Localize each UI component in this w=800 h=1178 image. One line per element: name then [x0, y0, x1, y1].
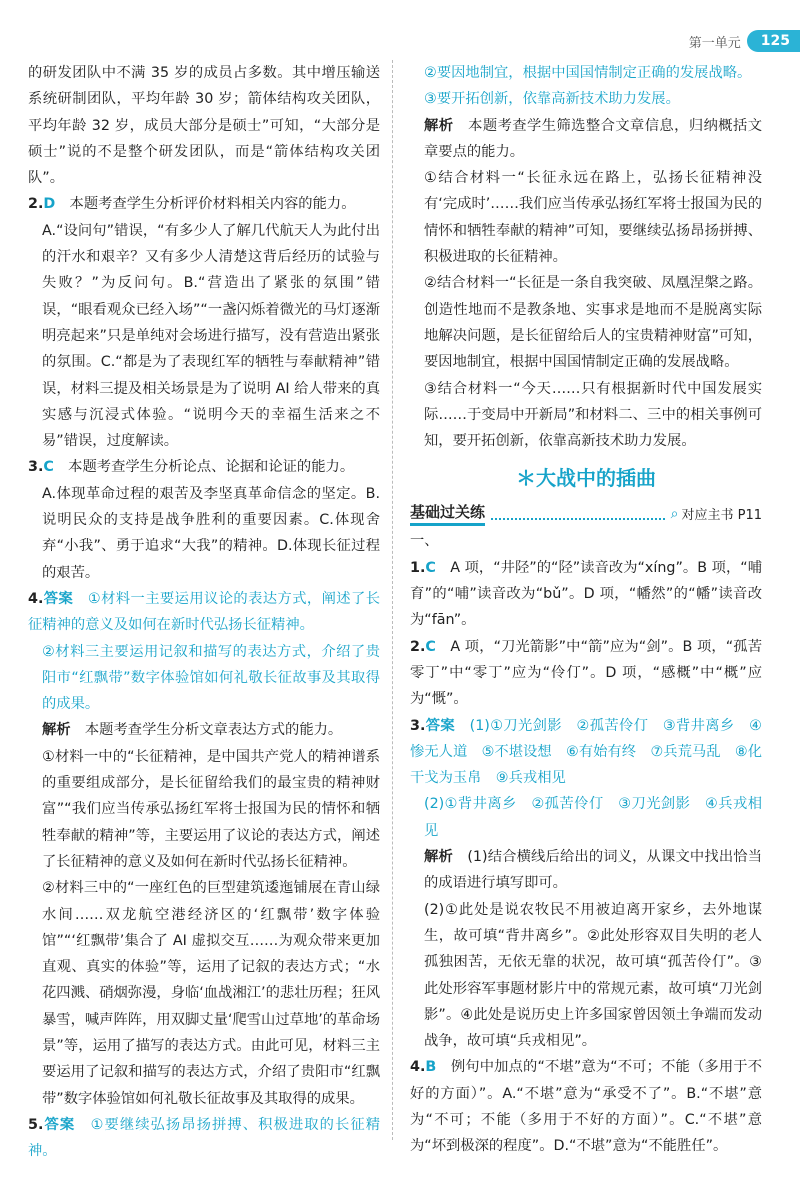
text-paragraph: [410, 113, 762, 166]
body-text: ②材料三中的“一座红色的巨型建筑逶迤铺展在青山绿水间……双龙航空港经济区的‘红飘带’数字体验馆”“‘红飘带’集合了 AI 虚拟交互……为观众带来更加直观、真实的体验”等，运用了记叙的表达方式；“水花四溅、硝烟弥漫，身临‘血战湘江’的悲壮历程；狂风暴雪，喊声阵阵，用双脚丈量‘爬雪山过草地’的革命场景”等，运用了描写的表达方式。由此可见，材料三主要运用了记叙和描写的表达方式，介绍了贵阳市“红飘带”数字体验馆如何礼敬长征故事及其取得的成果。: [42, 880, 380, 1107]
answer-label: 答案: [43, 1116, 76, 1133]
text-paragraph: [410, 1054, 762, 1159]
text-paragraph: [28, 481, 380, 586]
column-divider: [392, 60, 393, 1140]
question-number: 3.: [28, 459, 44, 476]
exercise-bar: [410, 501, 762, 526]
text-paragraph: [410, 791, 762, 844]
body-text: 的研发团队中不满 35 岁的成员占多数。其中增压输送系统研制团队，平均年龄 30 岁；箭体结构攻关团队，平均年龄 32 岁，成员大部分是硕士”可知，“大部分是硕士”说的不是整个研发团队，而是“箭体结构攻关团队”。: [28, 65, 380, 187]
body-text: ①材料一中的“长征精神，是中国共产党人的精神谱系的重要组成部分，是长征留给我们的最宝贵的精神财富”“我们应当传承弘扬红军将士报国为民的情怀和牺牲奉献的精神”等，主要运用了议论的表达方式，阐述了长征精神的意义及如何在新时代弘扬长征精神。: [42, 748, 380, 870]
text-paragraph: [410, 86, 762, 112]
text-paragraph: [28, 218, 380, 455]
answer-letter: B: [425, 1059, 437, 1076]
answer-text: (2)①背井离乡 ②孤苦伶仃 ③刀光剑影 ④兵戎相见: [424, 796, 762, 839]
question-number: 2.: [410, 638, 426, 655]
body-text: ②结合材料一“长征是一条自我突破、凤凰涅槃之路。创造性地而不是教条地、实事求是地而不是脱离实际地解决问题，是长征留给后人的宝贵精神财富”可知，要因地制宜，根据中国国情制定正确的发展战略。: [424, 275, 762, 371]
answer-letter: C: [43, 459, 54, 476]
answer-text: (1)①刀光剑影 ②孤苦伶仃 ③背井离乡 ④惨无人道 ⑤不堪设想 ⑥有始有终 ⑦兵荒马乱 ⑧化干戈为玉帛 ⑨兵戎相见: [410, 717, 762, 787]
left-column: [28, 60, 380, 1164]
body-text: A 项，“刀光箭影”中“箭”应为“剑”。B 项，“孤苦零丁”中“零丁”应为“伶仃”。D 项，“感概”中“概”应为“慨”。: [410, 638, 762, 708]
text-paragraph: [410, 165, 762, 270]
body-text: ③结合材料一“今天……只有根据新时代中国发展实际……于变局中开新局”和材料二、三中的相关事例可知，要开拓创新，依靠高新技术助力发展。: [424, 380, 762, 450]
answer-letter: C: [425, 638, 436, 655]
text-paragraph: [28, 717, 380, 743]
right-column: [410, 60, 762, 1160]
section-title: ＊大战中的插曲: [516, 466, 656, 491]
body-text: 本题考查学生分析文章表达方式的能力。: [70, 722, 343, 739]
body-text: (2)①此处是说农牧民不用被迫离开家乡，去外地谋生，故可填“背井离乡”。②此处形容双目失明的老人孤独困苦，无依无靠的状况，故可填“孤苦伶仃”。③此处形容军事题材影片中的常规元素，故可填“刀光剑影”。④此处是说历史上许多国家曾因领土争端而发动战争，故可填“兵戎相见”。: [424, 901, 762, 1050]
answer-text: ①要继续弘扬昂扬拼搏、积极进取的长征精神。: [28, 1116, 380, 1160]
answer-letter: C: [425, 559, 436, 576]
body-text: (1)结合横线后给出的词义，从课文中找出恰当的成语进行填写即可。: [424, 849, 763, 892]
analysis-label: 解析: [424, 849, 453, 866]
reference: [671, 504, 762, 523]
analysis-label: 解析: [424, 117, 454, 134]
analysis-label: 解析: [42, 722, 71, 739]
text-paragraph: [410, 555, 762, 634]
body-text: 本题考查学生分析论点、论据和论证的能力。: [53, 459, 355, 476]
text-paragraph: [28, 875, 380, 1112]
answer-label: 答案: [425, 717, 455, 734]
answer-text: ③要开拓创新，依靠高新技术助力发展。: [424, 91, 680, 108]
text-paragraph: [410, 897, 762, 1055]
body-text: ①结合材料一“长征永远在路上，弘扬长征精神没有‘完成时’……我们应当传承弘扬红军将士报国为民的情怀和牺牲奉献的精神”可知，要继续弘扬昂扬拼搏、积极进取的长征精神。: [424, 170, 762, 266]
answer-label: 答案: [43, 590, 74, 607]
question-number: 4.: [28, 590, 44, 607]
text-paragraph: [28, 191, 380, 217]
body-text: A 项，“井陉”的“陉”读音改为“xíng”。B 项，“哺育”的“哺”读音改为“bǔ”。D 项，“幡然”的“幡”读音改为“fān”。: [410, 559, 762, 629]
body-text: 例句中加点的“不堪”意为“不可；不能（多用于不好的方面）”。A.“不堪”意为“承受不了”。B.“不堪”意为“不可；不能（多用于不好的方面）”。C.“不堪”意为“坏到极深的程度”。D.“不堪”意为“不能胜任”。: [410, 1059, 762, 1155]
text-paragraph: [28, 60, 380, 191]
text-paragraph: [410, 60, 762, 86]
text-paragraph: [28, 1112, 380, 1165]
body-text: 本题考查学生筛选整合文章信息，归纳概括文章要点的能力。: [424, 117, 763, 160]
text-paragraph: [28, 586, 380, 639]
page-header: [689, 28, 800, 54]
body-text: 本题考查学生分析评价材料相关内容的能力。: [55, 196, 356, 213]
text-paragraph: [28, 744, 380, 875]
text-paragraph: [28, 639, 380, 718]
search-icon: ⌕: [670, 505, 679, 522]
answer-text: ②材料三主要运用记叙和描写的表达方式，介绍了贵阳市“红飘带”数字体验馆如何礼敬长征故事及其取得的成果。: [42, 643, 380, 713]
answer-text: ①材料一主要运用议论的表达方式，阐述了长征精神的意义及如何在新时代弘扬长征精神。: [28, 590, 380, 634]
answer-text: ②要因地制宜，根据中国国情制定正确的发展战略。: [424, 65, 752, 81]
body-text: A.“设问句”错误，“有多少人了解几代航天人为此付出的汗水和艰辛？又有多少人清楚这背后经历的试验与失败？”为反问句。B.“营造出了紧张的氛围”错误，“眼看观众已经入场”“一盏闪烁着微光的马灯逐渐明亮起来”只是单纯对会场进行描写，没有营造出紧张的氛围。C.“都是为了表现红军的牺牲与奉献精神”错误，材料三提及相关场景是为了说明 AI 给人带来的真实感与沉浸式体验。“说明今天的幸福生活来之不易”错误，过度解读。: [42, 222, 380, 450]
question-number: 2.: [28, 196, 44, 213]
question-number: 3.: [410, 717, 426, 734]
question-number: 5.: [28, 1116, 44, 1133]
question-number: 1.: [410, 559, 426, 576]
question-number: 4.: [410, 1059, 426, 1076]
text-paragraph: [410, 713, 762, 792]
text-paragraph: [28, 454, 380, 480]
dotted-leader: [491, 508, 665, 520]
text-paragraph: [410, 634, 762, 713]
page-number: 125: [747, 30, 800, 52]
text-paragraph: [410, 528, 762, 554]
text-paragraph: [410, 376, 762, 455]
answer-letter: D: [43, 196, 56, 213]
text-paragraph: [410, 270, 762, 375]
body-text: A.体现革命过程的艰苦及李坚真革命信念的坚定。B.说明民众的支持是战争胜利的重要因素。C.体现舍弃“小我”、勇于追求“大我”的精神。D.体现长征过程的艰苦。: [42, 485, 380, 581]
body-text: 一、: [410, 533, 439, 550]
reference-text: 对应主书 P11: [681, 508, 762, 524]
text-paragraph: [410, 844, 762, 897]
unit-label: 第一单元: [688, 35, 741, 51]
exercise-bar-label: 基础过关练: [410, 501, 485, 526]
